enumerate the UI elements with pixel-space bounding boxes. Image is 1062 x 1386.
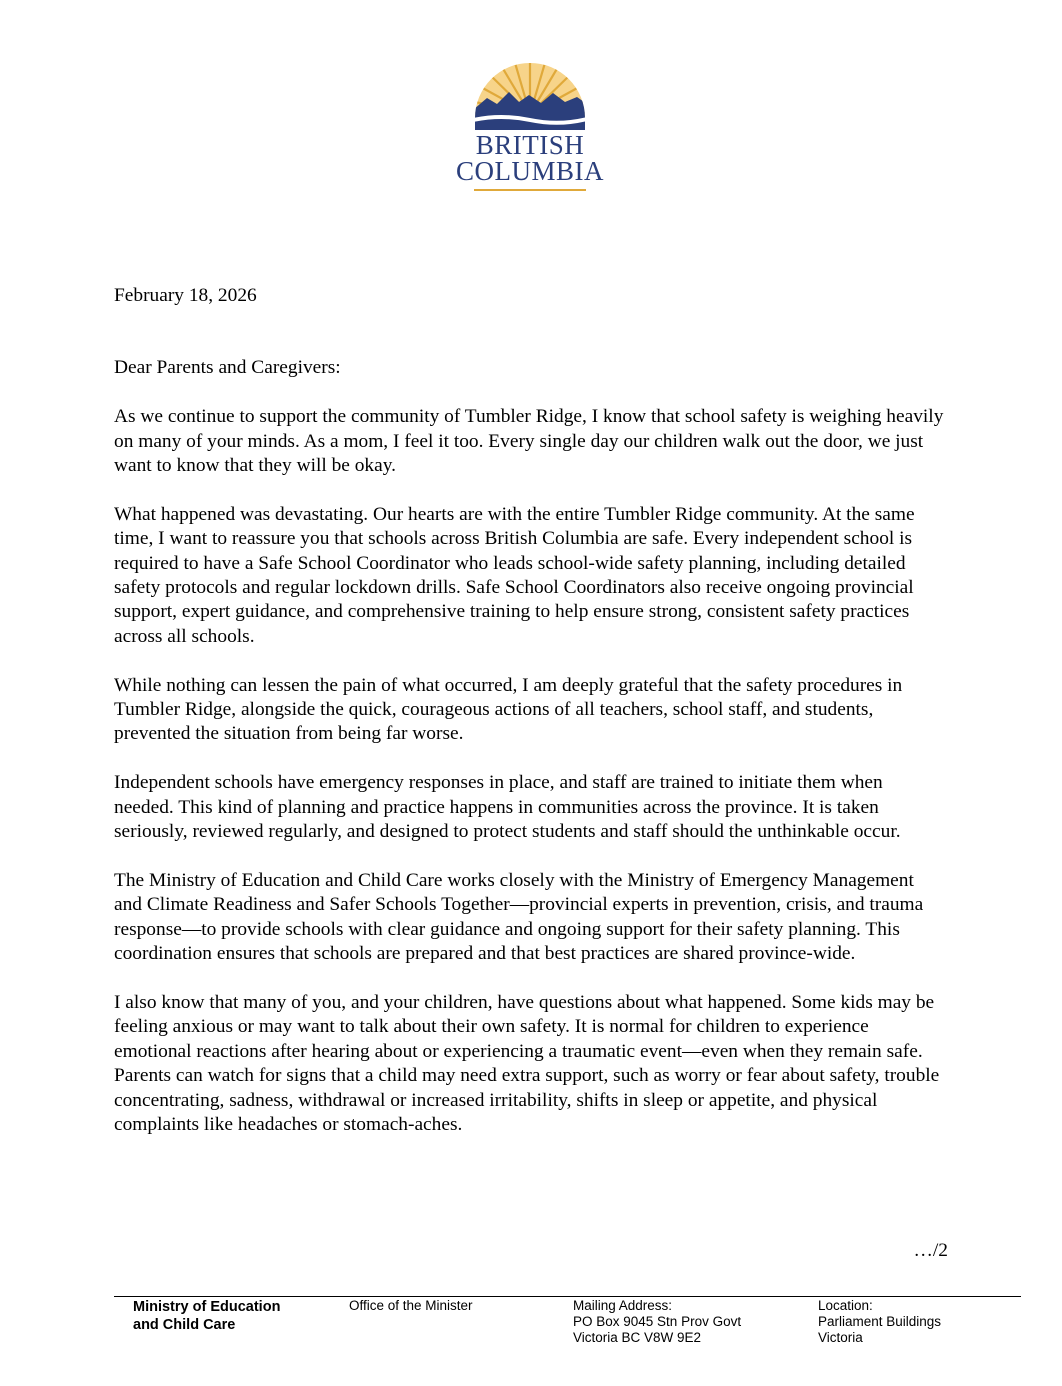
letter-date: February 18, 2026	[114, 285, 257, 306]
footer-ministry	[133, 1298, 280, 1334]
logo-underline	[474, 189, 586, 191]
paragraph-6: I also know that many of you, and your children, have questions about what happened. Some kids may be feeling anxious or may want to talk about their own safety. It is normal for children to experience emotional reactions after hearing about or experiencing a traumatic event—even when they remain safe. Parents can watch for signs that a child may need extra support, such as worry or fear about safety, trouble concentrating, sadness, withdrawal or increased irritability, shifts in sleep or appetite, and physical complaints like headaches or stomach-aches.	[114, 991, 940, 1135]
paragraph-3: While nothing can lessen the pain of what occurred, I am deeply grateful that the safety procedures in Tumbler Ridge, alongside the quick, courageous actions of all teachers, school staff, and students, prevented the situation from being far worse.	[114, 674, 903, 745]
footer-location	[818, 1298, 941, 1346]
ministry-line-2: and Child Care	[133, 1317, 236, 1333]
ministry-line-1: Ministry of Education	[133, 1299, 281, 1315]
location-line-1: Parliament Buildings	[818, 1314, 942, 1329]
salutation: Dear Parents and Caregivers:	[114, 357, 341, 379]
footer-divider	[114, 1296, 1021, 1297]
page-continuation: …/2	[913, 1240, 948, 1261]
mailing-label: Mailing Address:	[573, 1298, 673, 1313]
mailing-line-2: Victoria BC V8W 9E2	[573, 1330, 702, 1345]
footer-office	[349, 1298, 473, 1314]
location-label: Location:	[818, 1298, 873, 1313]
paragraph-2: What happened was devastating. Our hearts are with the entire Tumbler Ridge community. At the same time, I want to reassure you that schools across British Columbia are safe. Every independent school is required to have a Safe School Coordinator who leads school-wide safety planning, including detailed safety protocols and regular lockdown drills. Safe School Coordinators also receive ongoing provincial support, expert guidance, and comprehensive training to help ensure strong, consistent safety practices across all schools.	[114, 503, 915, 647]
logo-line-2: COLUMBIA	[455, 156, 604, 186]
office-label: Office of the Minister	[349, 1298, 473, 1313]
paragraph-4: Independent schools have emergency responses in place, and staff are trained to initiate them when needed. This kind of planning and practice happens in communities across the province. It is taken seriously, reviewed regularly, and designed to protect students and staff should the unthinkable occur.	[114, 772, 901, 843]
bc-logo	[455, 62, 605, 191]
paragraph-1: As we continue to support the community of Tumbler Ridge, I know that school safety is weighing heavily on many of your minds. As a mom, I feel it too. Every single day our children walk out the door, we just want to know that they will be okay.	[114, 406, 944, 477]
letter-body	[114, 284, 944, 1137]
mailing-line-1: PO Box 9045 Stn Prov Govt	[573, 1314, 742, 1329]
logo-line-1: BRITISH	[475, 130, 585, 160]
paragraph-5: The Ministry of Education and Child Care works closely with the Ministry of Emergency Management and Climate Readiness and Safer Schools Together—provincial experts in prevention, crisis, and trauma response—to provide schools with clear guidance and ongoing support for their safety planning. This coordination ensures that schools are prepared and that best practices are shared province-wide.	[114, 869, 924, 965]
footer-mailing-address	[573, 1298, 741, 1346]
sun-mountains-icon	[473, 62, 587, 130]
location-line-2: Victoria	[818, 1330, 863, 1345]
